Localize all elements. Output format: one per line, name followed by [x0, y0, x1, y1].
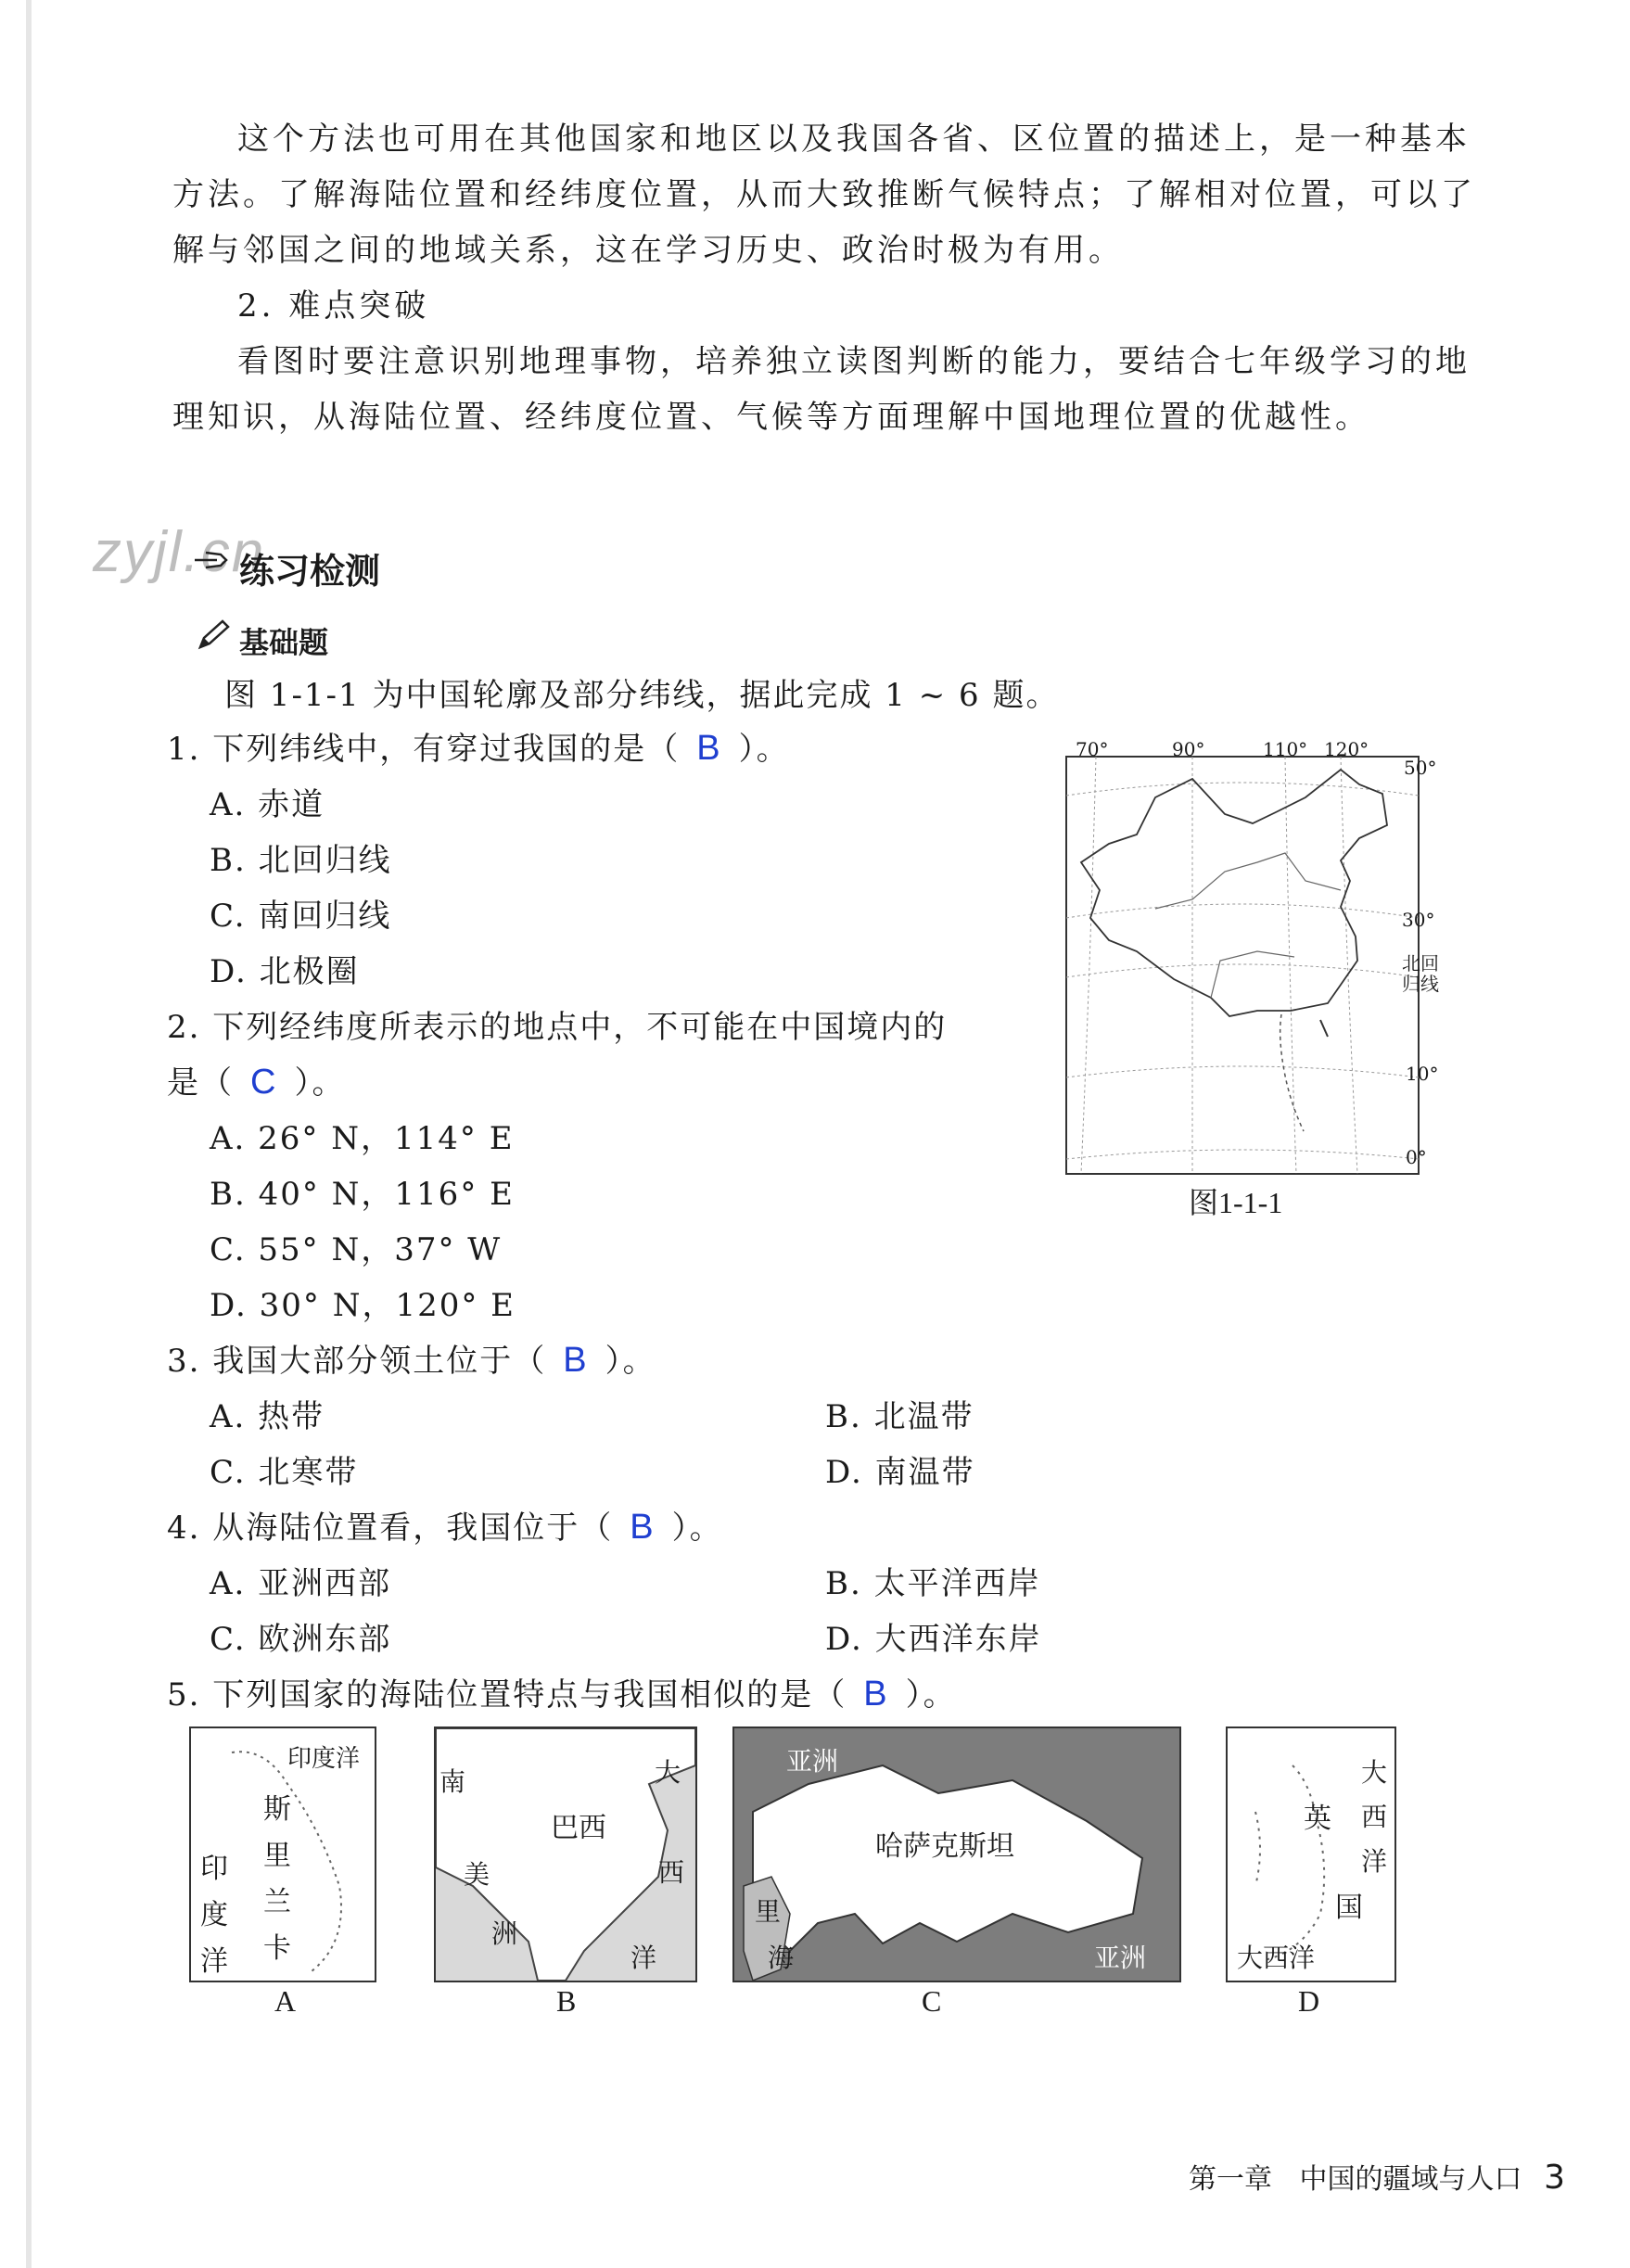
map-d-label-da: 大 — [1361, 1757, 1388, 1788]
map-d-label-atlantic: 大西洋 — [1237, 1943, 1316, 1973]
question-2 — [167, 1057, 345, 1102]
questions-intro: 图 1-1-1 为中国轮廓及部分纬线，据此完成 1 ~ 6 题。 — [224, 677, 1060, 714]
china-outline-map — [1063, 738, 1443, 1178]
footer-chapter: 第一章 — [1189, 2163, 1272, 2196]
question-3-stem: 3. 我国大部分领土位于（ — [167, 1343, 547, 1380]
question-2-stem: 2. 下列经纬度所表示的地点中，不可能在中国境内的 — [167, 1009, 948, 1046]
question-2-answer: C — [250, 1063, 278, 1102]
map-b-label-brazil: 巴西 — [551, 1812, 606, 1844]
map-a-letter: A — [274, 1984, 297, 2018]
map-c-label-kazakhstan: 哈萨克斯坦 — [875, 1830, 1014, 1863]
intro-paragraph-1: 这个方法也可用在其他国家和地区以及我国各省、区位置的描述上，是一种基本方法。了解海陆位置和经纬度位置，从而大致推断气候特点；了解相对位置，可以了解与邻国之间的地域关系，这在学习历史、政治时极为有用。 — [172, 121, 1476, 269]
lat-label-tropic: 北回归线 — [1402, 952, 1439, 995]
footer-title: 中国的疆域与人口 — [1299, 2163, 1522, 2196]
question-1 — [167, 723, 790, 769]
q1-option-b: B. 北回归线 — [210, 842, 392, 879]
question-4-stem: 4. 从海陆位置看，我国位于（ — [167, 1510, 614, 1547]
question-5-answer: B — [863, 1675, 889, 1714]
lat-label-50: 50° — [1404, 757, 1437, 779]
lat-label-0: 0° — [1406, 1146, 1427, 1168]
map-d-uk — [1226, 1726, 1396, 1982]
map-a-label-du: 度 — [200, 1899, 228, 1931]
question-5-stem: 5. 下列国家的海陆位置特点与我国相似的是（ — [167, 1676, 847, 1714]
question-1-tail: ）。 — [738, 731, 790, 768]
q1-option-d: D. 北极圈 — [210, 953, 360, 990]
lon-label-120: 120° — [1324, 738, 1369, 760]
q4-option-b: B. 太平洋西岸 — [825, 1565, 1041, 1602]
map-c-label-li: 里 — [755, 1896, 782, 1927]
map-b-label-da: 大 — [655, 1757, 681, 1788]
map-a-label-yang: 洋 — [200, 1945, 228, 1978]
map-c-label-asia-top: 亚洲 — [786, 1746, 839, 1777]
lon-label-70: 70° — [1076, 738, 1109, 760]
q3-option-c: C. 北寒带 — [210, 1454, 359, 1491]
basic-questions-heading: 基础题 — [239, 625, 329, 660]
q2-option-b: B. 40° N，116° E — [210, 1176, 515, 1213]
map-d-label-yang: 洋 — [1361, 1846, 1388, 1877]
map-a-sri-lanka — [189, 1726, 376, 1982]
q2-option-a: A. 26° N，114° E — [210, 1120, 515, 1157]
map-d-label-xi: 西 — [1361, 1802, 1388, 1832]
map-c-letter: C — [922, 1984, 942, 2018]
question-4-tail: ）。 — [671, 1510, 723, 1547]
watermark: zyjl.cn — [93, 520, 266, 584]
q4-option-d: D. 大西洋东岸 — [825, 1621, 1042, 1658]
question-2-tail: ）。 — [294, 1064, 346, 1102]
question-3-tail: ）。 — [605, 1343, 656, 1380]
map-c-kazakhstan — [732, 1726, 1181, 1982]
map-b-letter: B — [556, 1984, 577, 2018]
question-5-tail: ）。 — [905, 1676, 957, 1714]
question-4-answer: B — [630, 1508, 656, 1547]
map-a-label-lan: 兰 — [263, 1886, 291, 1918]
lon-label-110: 110° — [1263, 738, 1308, 760]
q4-option-a: A. 亚洲西部 — [210, 1565, 392, 1602]
section-title: 练习检测 — [239, 551, 381, 592]
q3-option-b: B. 北温带 — [825, 1398, 974, 1435]
question-3-answer: B — [563, 1341, 589, 1380]
map-b-label-xi: 西 — [658, 1857, 685, 1888]
q3-option-a: A. 热带 — [210, 1398, 325, 1435]
question-1-stem: 1. 下列纬线中，有穿过我国的是（ — [167, 731, 681, 768]
map-c-label-asia-bottom: 亚洲 — [1094, 1943, 1147, 1973]
map-c-label-hai: 海 — [768, 1943, 795, 1973]
map-b-brazil — [434, 1726, 697, 1982]
map-d-label-ying: 英 — [1304, 1803, 1331, 1835]
heading-difficulty: 2. 难点突破 — [237, 287, 430, 325]
map-d-letter: D — [1298, 1984, 1320, 2018]
q2-option-d: D. 30° N，120° E — [210, 1287, 516, 1324]
map-a-label-si: 斯 — [263, 1793, 291, 1826]
question-1-answer: B — [696, 729, 722, 768]
map-d-label-guo: 国 — [1335, 1892, 1363, 1924]
map-b-label-yang: 洋 — [630, 1943, 657, 1973]
map-a-label-ka: 卡 — [263, 1932, 291, 1965]
page-footer — [1189, 2156, 1565, 2197]
map-a-label-indian-ocean-top: 印度洋 — [287, 1745, 361, 1773]
q3-option-d: D. 南温带 — [825, 1454, 975, 1491]
hand-pointer-icon — [193, 549, 230, 571]
q1-option-c: C. 南回归线 — [210, 898, 392, 935]
q1-option-a: A. 赤道 — [210, 786, 325, 823]
map-b-label-zhou: 洲 — [491, 1918, 518, 1949]
map-a-label-yin: 印 — [200, 1853, 228, 1885]
lon-label-90: 90° — [1172, 738, 1205, 760]
question-5 — [167, 1669, 957, 1714]
intro-paragraph-2: 看图时要注意识别地理事物，培养独立读图判断的能力，要结合七年级学习的地理知识，从海陆位置、经纬度位置、气候等方面理解中国地理位置的优越性。 — [172, 343, 1471, 436]
pencil-icon — [197, 619, 230, 651]
question-2-stem2: 是（ — [167, 1064, 234, 1102]
page-edge-shadow — [26, 0, 32, 2268]
q4-option-c: C. 欧洲东部 — [210, 1621, 392, 1658]
lat-label-10: 10° — [1406, 1063, 1439, 1085]
q2-option-c: C. 55° N，37° W — [210, 1231, 503, 1268]
page-number: 3 — [1544, 2159, 1565, 2197]
lat-label-30: 30° — [1402, 909, 1435, 931]
map-b-label-nan: 南 — [439, 1766, 466, 1797]
question-4 — [167, 1502, 723, 1548]
map-a-label-li: 里 — [263, 1840, 291, 1872]
map-b-label-mei: 美 — [464, 1859, 490, 1890]
question-3 — [167, 1335, 656, 1381]
figure-caption: 图1-1-1 — [1189, 1186, 1283, 1219]
